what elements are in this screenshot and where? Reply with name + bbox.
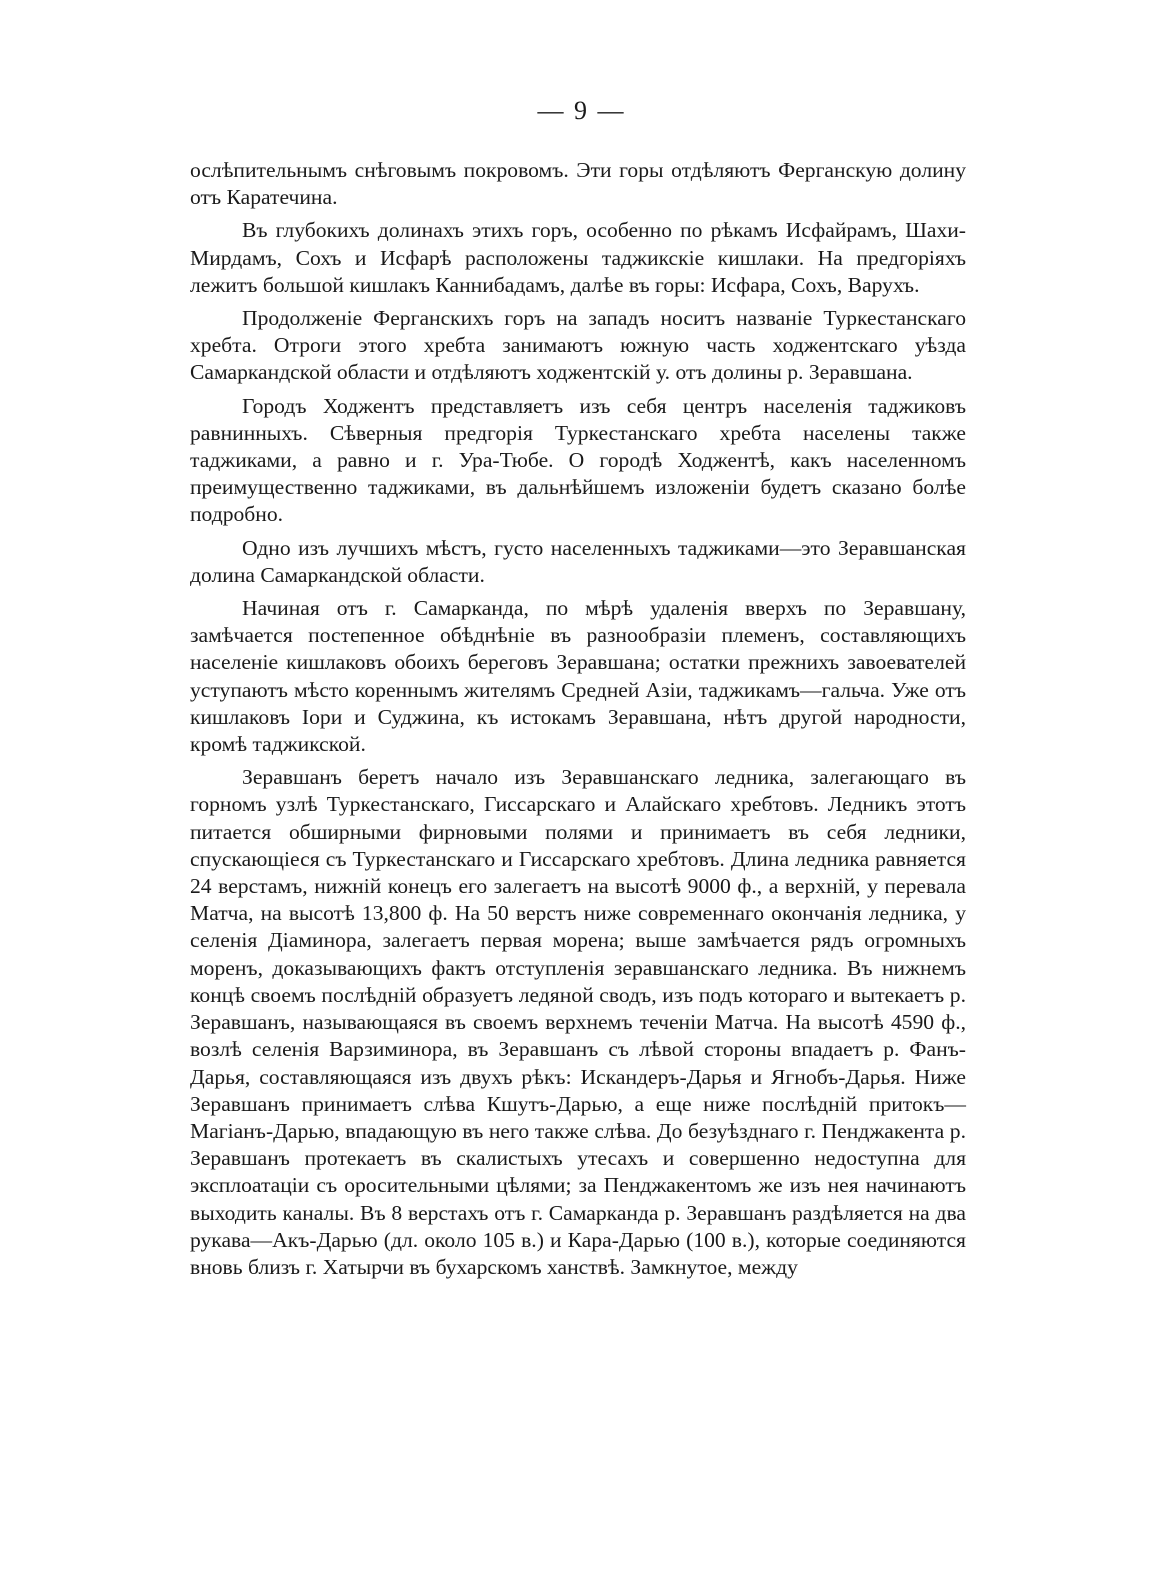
paragraph-samarkand: Начиная отъ г. Самарканда, по мѣрѣ удаленія вверхъ по Зеравшану, замѣчается постепенное обѣднѣніе въ разнообразіи племенъ, составляющихъ населеніе кишлаковъ обоихъ береговъ Зеравшана; остатки прежнихъ завоевателей уступаютъ мѣсто кореннымъ жителямъ Средней Азіи, таджикамъ—гальча. Уже отъ кишлаковъ Іори и Суджина, къ истокамъ Зеравшана, нѣтъ другой народности, кромѣ таджикской. bbox=[190, 596, 966, 757]
paragraph-zeravshan-valley: Одно изъ лучшихъ мѣстъ, густо населенныхъ таджиками—это Зеравшанская долина Самаркандской области. bbox=[190, 535, 966, 587]
paragraph-continuation: ослѣпительнымъ снѣговымъ покровомъ. Эти горы отдѣляютъ Ферганскую долину отъ Каратечина. bbox=[190, 158, 966, 210]
paragraph-valleys: Въ глубокихъ долинахъ этихъ горъ, особенно по рѣкамъ Исфайрамъ, Шахи-Мирдамъ, Сохъ и Исфарѣ расположены таджикскіе кишлаки. На предгоріяхъ лежитъ большой кишлакъ Каннибадамъ, далѣе въ горы: Исфара, Сохъ, Варухъ. bbox=[190, 218, 966, 297]
paragraph-khojent: Городъ Ходжентъ представляетъ изъ себя центръ населенія таджиковъ равнинныхъ. Сѣверныя предгорія Туркестанскаго хребта населены также таджиками, а равно и г. Ура-Тюбе. О городѣ Ходжентѣ, какъ населенномъ преимущественно таджиками, въ дальнѣйшемъ изложеніи будетъ сказано болѣе подробно. bbox=[190, 393, 966, 527]
body-text bbox=[190, 157, 966, 1281]
paragraph-turkestan-ridge: Продолженіе Ферганскихъ горъ на западъ носитъ названіе Туркестанскаго хребта. Отроги этого хребта занимаютъ южную часть ходжентскаго уѣзда Самаркандской области и отдѣляютъ ходжентскій у. отъ долины р. Зеравшана. bbox=[190, 306, 966, 385]
page-number: — 9 — bbox=[537, 96, 626, 125]
paragraph-zeravshan-river: Зеравшанъ беретъ начало изъ Зеравшанскаго ледника, залегающаго въ горномъ узлѣ Туркестанскаго, Гиссарскаго и Алайскаго хребтовъ. Ледникъ этотъ питается обширными фирновыми полями и принимаетъ въ себя ледники, спускающіеся съ Туркестанскаго и Гиссарскаго хребтовъ. Длина ледника равняется 24 верстамъ, нижній конецъ его залегаетъ на высотѣ 9000 ф., а верхній, у перевала Матча, на высотѣ 13,800 ф. На 50 верстъ ниже современнаго окончанія ледника, у селенія Діаминора, залегаетъ первая морена; выше замѣчается рядъ огромныхъ моренъ, доказывающихъ фактъ отступленія зеравшанскаго ледника. Въ нижнемъ концѣ своемъ послѣдній образуетъ ледяной сводъ, изъ подъ котораго и вытекаетъ р. Зеравшанъ, называющаяся въ своемъ верхнемъ теченіи Матча. На высотѣ 4590 ф., возлѣ селенія Варзиминора, въ Зеравшанъ съ лѣвой стороны впадаетъ р. Фанъ-Дарья, составляющаяся изъ двухъ рѣкъ: Искандеръ-Дарья и Ягнобъ-Дарья. Ниже Зеравшанъ принимаетъ слѣва Кшутъ-Дарью, а еще ниже послѣдній притокъ—Магіанъ-Дарью, впадающую въ него также слѣва. До безуѣзднаго г. Пенджакента р. Зеравшанъ протекаетъ въ скалистыхъ утесахъ и совершенно недоступна для эксплоатаціи съ оросительными цѣлями; за Пенджакентомъ же изъ нея начинаютъ выходить каналы. Въ 8 верстахъ отъ г. Самарканда р. Зеравшанъ раздѣляется на два рукава—Акъ-Дарью (дл. около 105 в.) и Кара-Дарью (100 в.), которые соединяются вновь близъ г. Хатырчи въ бухарскомъ ханствѣ. Замкнутое, между bbox=[190, 765, 966, 1279]
